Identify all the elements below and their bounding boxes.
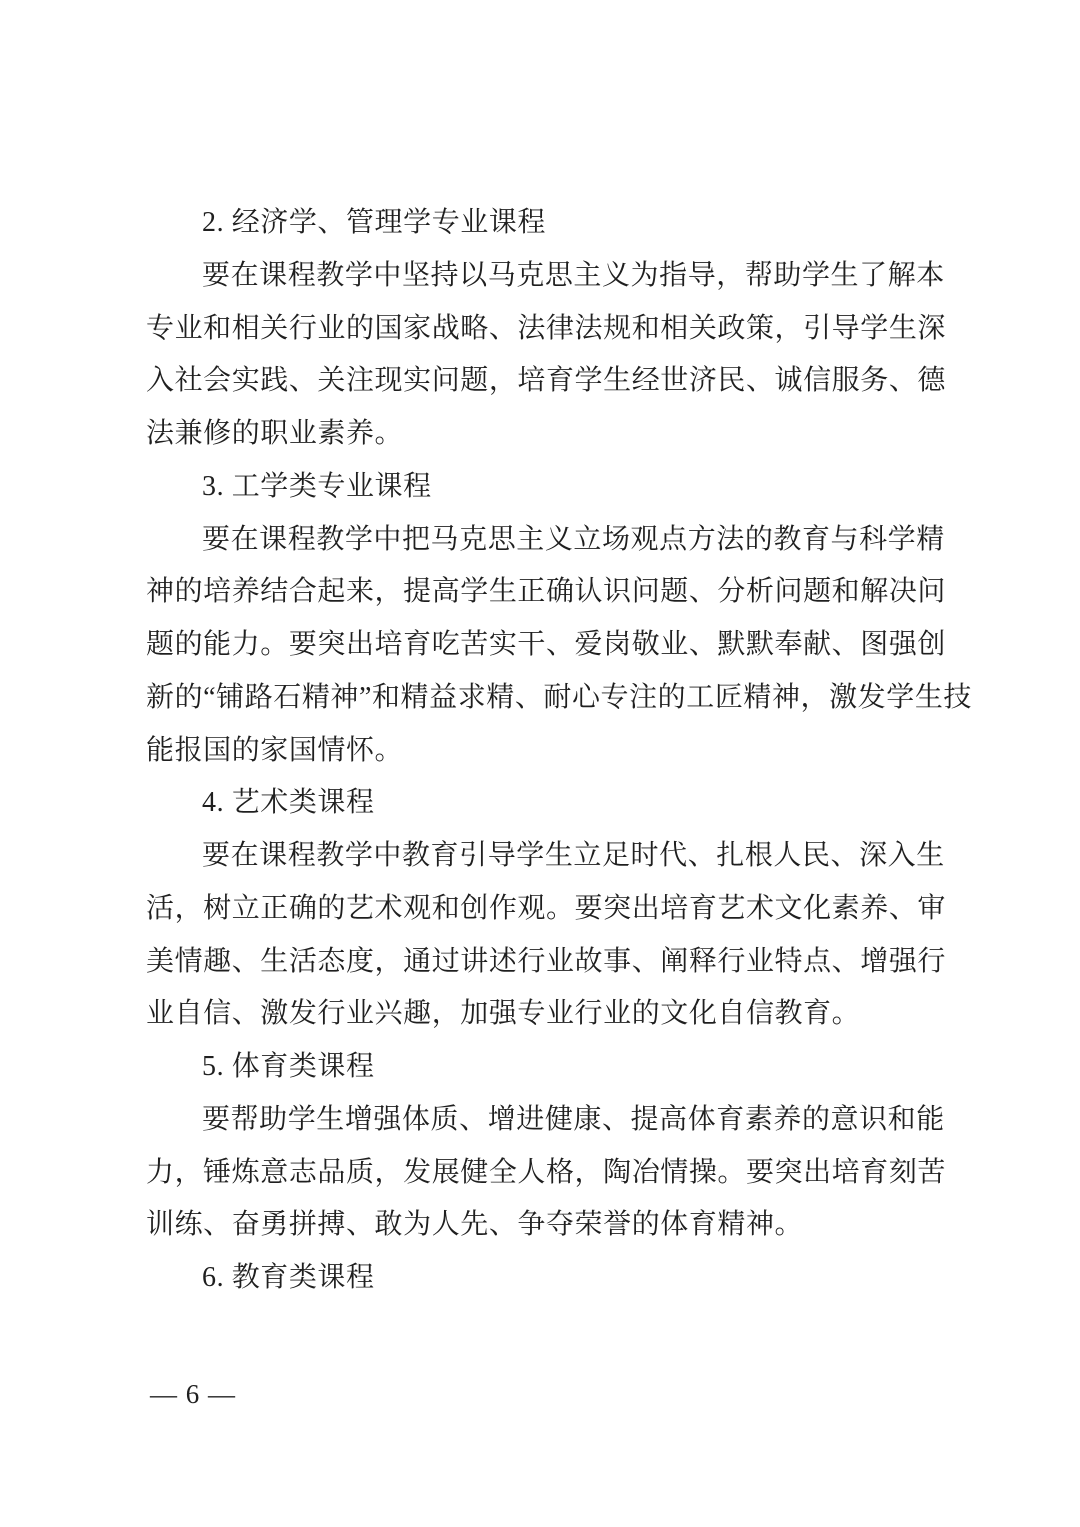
section-heading: 2. 经济学、管理学专业课程 — [202, 207, 546, 238]
section-heading: 5. 体育类课程 — [202, 1051, 375, 1082]
text-line: 能报国的家国情怀。 — [146, 734, 404, 766]
section-heading: 4. 艺术类课程 — [202, 787, 375, 819]
text-line: 专业和相关行业的国家战略、法律法规和相关政策，引导学生深 — [146, 312, 946, 344]
text-line: 神的培养结合起来，提高学生正确认识问题、分析问题和解决问 — [146, 576, 946, 608]
text-line: 美情趣、生活态度，通过讲述行业故事、阐释行业特点、增强行 — [146, 945, 946, 977]
text-line: 要在课程教学中教育引导学生立足时代、扎根人民、深入生 — [202, 840, 945, 871]
text-line: 训练、奋勇拼搏、敢为人先、争夺荣誉的体育精神。 — [146, 1209, 804, 1241]
text-line: 活，树立正确的艺术观和创作观。要突出培育艺术文化素养、审 — [146, 892, 946, 924]
text-line: 要帮助学生增强体质、增进健康、提高体育素养的意识和能 — [202, 1103, 945, 1135]
section-heading: 3. 工学类专业课程 — [202, 470, 432, 502]
text-line: 要在课程教学中坚持以马克思主义为指导，帮助学生了解本 — [202, 259, 945, 291]
text-line: 入社会实践、关注现实问题，培育学生经世济民、诚信服务、德 — [146, 365, 946, 397]
text-line: 力，锤炼意志品质，发展健全人格，陶冶情操。要突出培育刻苦 — [146, 1156, 946, 1188]
text-line: 业自信、激发行业兴趣，加强专业行业的文化自信教育。 — [146, 998, 861, 1030]
section-heading: 6. 教育类课程 — [202, 1262, 375, 1293]
text-line: 题的能力。要突出培育吃苦实干、爱岗敬业、默默奉献、图强创 — [146, 629, 946, 660]
text-line: 要在课程教学中把马克思主义立场观点方法的教育与科学精 — [202, 523, 945, 555]
text-line: 新的“铺路石精神”和精益求精、耐心专注的工匠精神，激发学生技 — [146, 681, 972, 713]
text-line: 法兼修的职业素养。 — [146, 418, 404, 449]
page-number: — 6 — — [150, 1379, 236, 1409]
document-body — [146, 197, 972, 1305]
